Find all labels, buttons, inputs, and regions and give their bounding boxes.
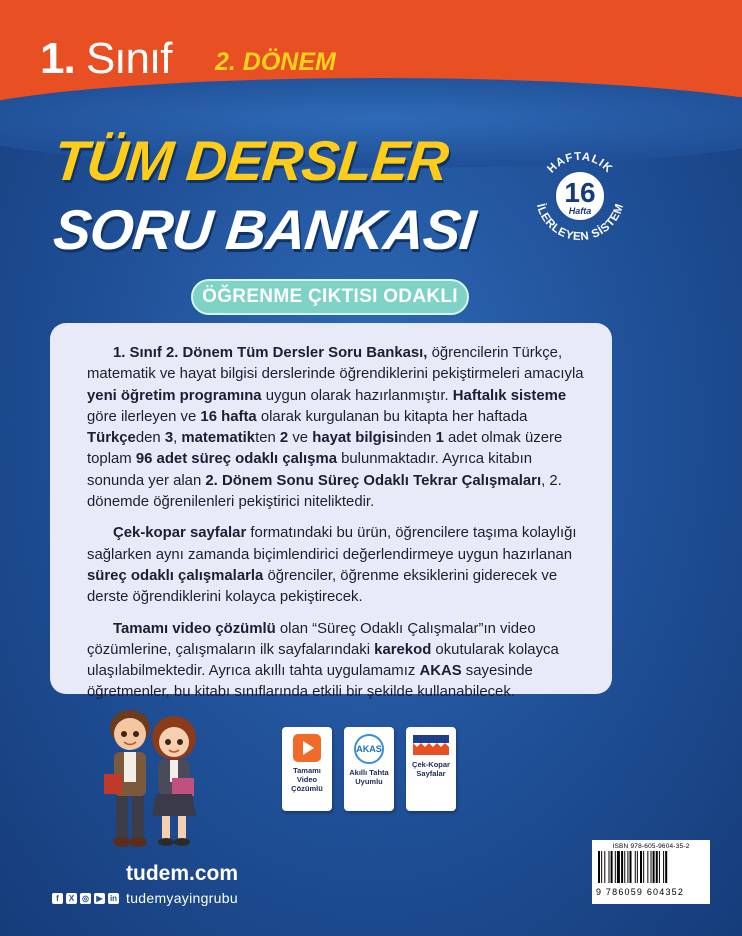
p3-segment: olan “Süreç Odaklı Çalışmalar”ın video çözümlerine, çalışmaların ilk sayfalarındaki <box>87 620 536 658</box>
weekly-badge <box>526 142 634 250</box>
p1-segment: , <box>173 430 182 447</box>
p1-segment: matematik <box>181 430 256 447</box>
p1-segment: göre ilerleyen ve <box>87 408 201 425</box>
tear-off-card <box>406 727 456 811</box>
grade-label <box>40 34 171 84</box>
tear-off-caption: Çek-Kopar Sayfalar <box>412 760 450 778</box>
akas-logo-icon <box>353 733 385 765</box>
term-label: 2. DÖNEM <box>215 48 336 76</box>
p1-segment: Türkçe <box>87 430 136 447</box>
badge-top-text: HAFTALIK <box>545 150 615 176</box>
youtube-icon[interactable]: ▶ <box>94 893 105 904</box>
instagram-icon[interactable]: ◎ <box>80 893 91 904</box>
p2-segment: öğrenciler, öğrenme eksiklerini giderecek ve derste öğrendiklerini kolayca pekiştirecek. <box>87 567 558 606</box>
smart-board-card <box>344 727 394 811</box>
isbn-digits: 9 786059 604352 <box>596 887 685 897</box>
paragraph-3 <box>87 619 588 704</box>
p2-segment: süreç odaklı çalışmalarla <box>87 567 264 584</box>
p3-segment: sayesinde öğretmenler, bu kitabı sınıflarında etkili bir şekilde kullanabilecek. <box>87 663 533 701</box>
p1-segment: 1 <box>435 430 444 447</box>
p1-segment: olarak kurgulanan bu kitapta her haftada <box>256 408 528 425</box>
social-handle: tudemyayingrubu <box>126 890 238 906</box>
p3-segment: okutularak kolayca ulaşılabilmektedir. Ayrıca akıllı tahta uygulamamız <box>87 641 559 680</box>
p1-segment: Haftalık sisteme <box>452 387 567 404</box>
p1-segment: öğrencilerin Türkçe, matematik ve hayat bilgisi derslerinde öğrendiklerini pekiştirmeleri amacıyla <box>87 345 584 383</box>
p1-segment: bulunmaktadır. Ayrıca kitabın sonunda yer alan <box>87 451 533 489</box>
video-solution-caption: Tamamı Video Çözümlü <box>291 766 323 793</box>
p1-segment: ten <box>255 430 280 447</box>
paragraph-2 <box>87 523 588 608</box>
badge-number: 16 <box>564 177 596 208</box>
p1-segment: 1. Sınıf 2. Dönem Tüm Dersler Soru Bankası, <box>113 345 428 361</box>
barcode-icon <box>596 850 706 884</box>
x-icon[interactable]: X <box>66 893 77 904</box>
video-solution-card <box>282 727 332 811</box>
paragraph-1 <box>87 343 588 513</box>
description-box <box>50 323 612 701</box>
social-links <box>52 890 238 906</box>
akas-logo-text: AKAS <box>356 744 382 754</box>
title-line-2: SORU BANKASI <box>50 198 478 261</box>
p1-segment: , 2. dönemde öğrenilenleri pekiştirici niteliktedir. <box>87 472 562 511</box>
p1-segment: adet olmak üzere toplam <box>87 430 563 468</box>
p1-segment: 2. Dönem Sonu Süreç Odaklı Tekrar Çalışmaları <box>205 472 542 489</box>
outcome-pill: ÖĞRENME ÇIKTISI ODAKLI <box>191 279 469 315</box>
badge-unit: Hafta <box>568 206 592 216</box>
p3-segment: karekod <box>374 641 432 658</box>
facebook-icon[interactable]: f <box>52 893 63 904</box>
p1-segment: nden <box>398 430 436 447</box>
grade-word: Sınıf <box>85 34 172 83</box>
play-icon <box>292 733 322 763</box>
p1-segment: 3 <box>164 430 174 447</box>
p1-segment: den <box>135 430 165 447</box>
p2-segment: Çek-kopar sayfalar <box>113 525 247 542</box>
title-line-1: TÜM DERSLER <box>50 129 451 192</box>
p1-segment: ve <box>288 430 313 447</box>
p1-segment: 96 adet süreç odaklı çalışma <box>135 451 337 468</box>
p2-segment: formatındaki bu ürün, öğrencilere taşıma kolaylığı sağlarken aynı zamanda biçimlendirici değerlendirmeye uygun hazırlanan <box>87 525 577 563</box>
grade-number: 1. <box>40 34 75 83</box>
p3-segment: Tamamı video çözümlü <box>113 620 276 637</box>
children-illustration <box>98 700 206 862</box>
linkedin-icon[interactable]: in <box>109 893 118 903</box>
p3-segment: AKAS <box>419 663 462 680</box>
p1-segment: 16 hafta <box>200 408 257 425</box>
p1-segment: uygun olarak hazırlanmıştır. <box>261 387 453 404</box>
publisher-site: tudem.com <box>126 862 239 885</box>
p1-segment: 2 <box>279 430 289 447</box>
p1-segment: yeni öğretim programına <box>87 387 262 404</box>
feature-icons <box>282 727 456 811</box>
isbn-barcode <box>592 840 710 904</box>
smart-board-caption: Akıllı Tahta Uyumlu <box>349 768 389 786</box>
p1-segment: hayat bilgisi <box>312 430 399 447</box>
tear-off-pages-icon <box>411 733 451 757</box>
badge-bottom-text: İLERLEYEN SİSTEM <box>533 202 627 244</box>
isbn-label: ISBN 978-605-9604-35-2 <box>612 843 690 850</box>
